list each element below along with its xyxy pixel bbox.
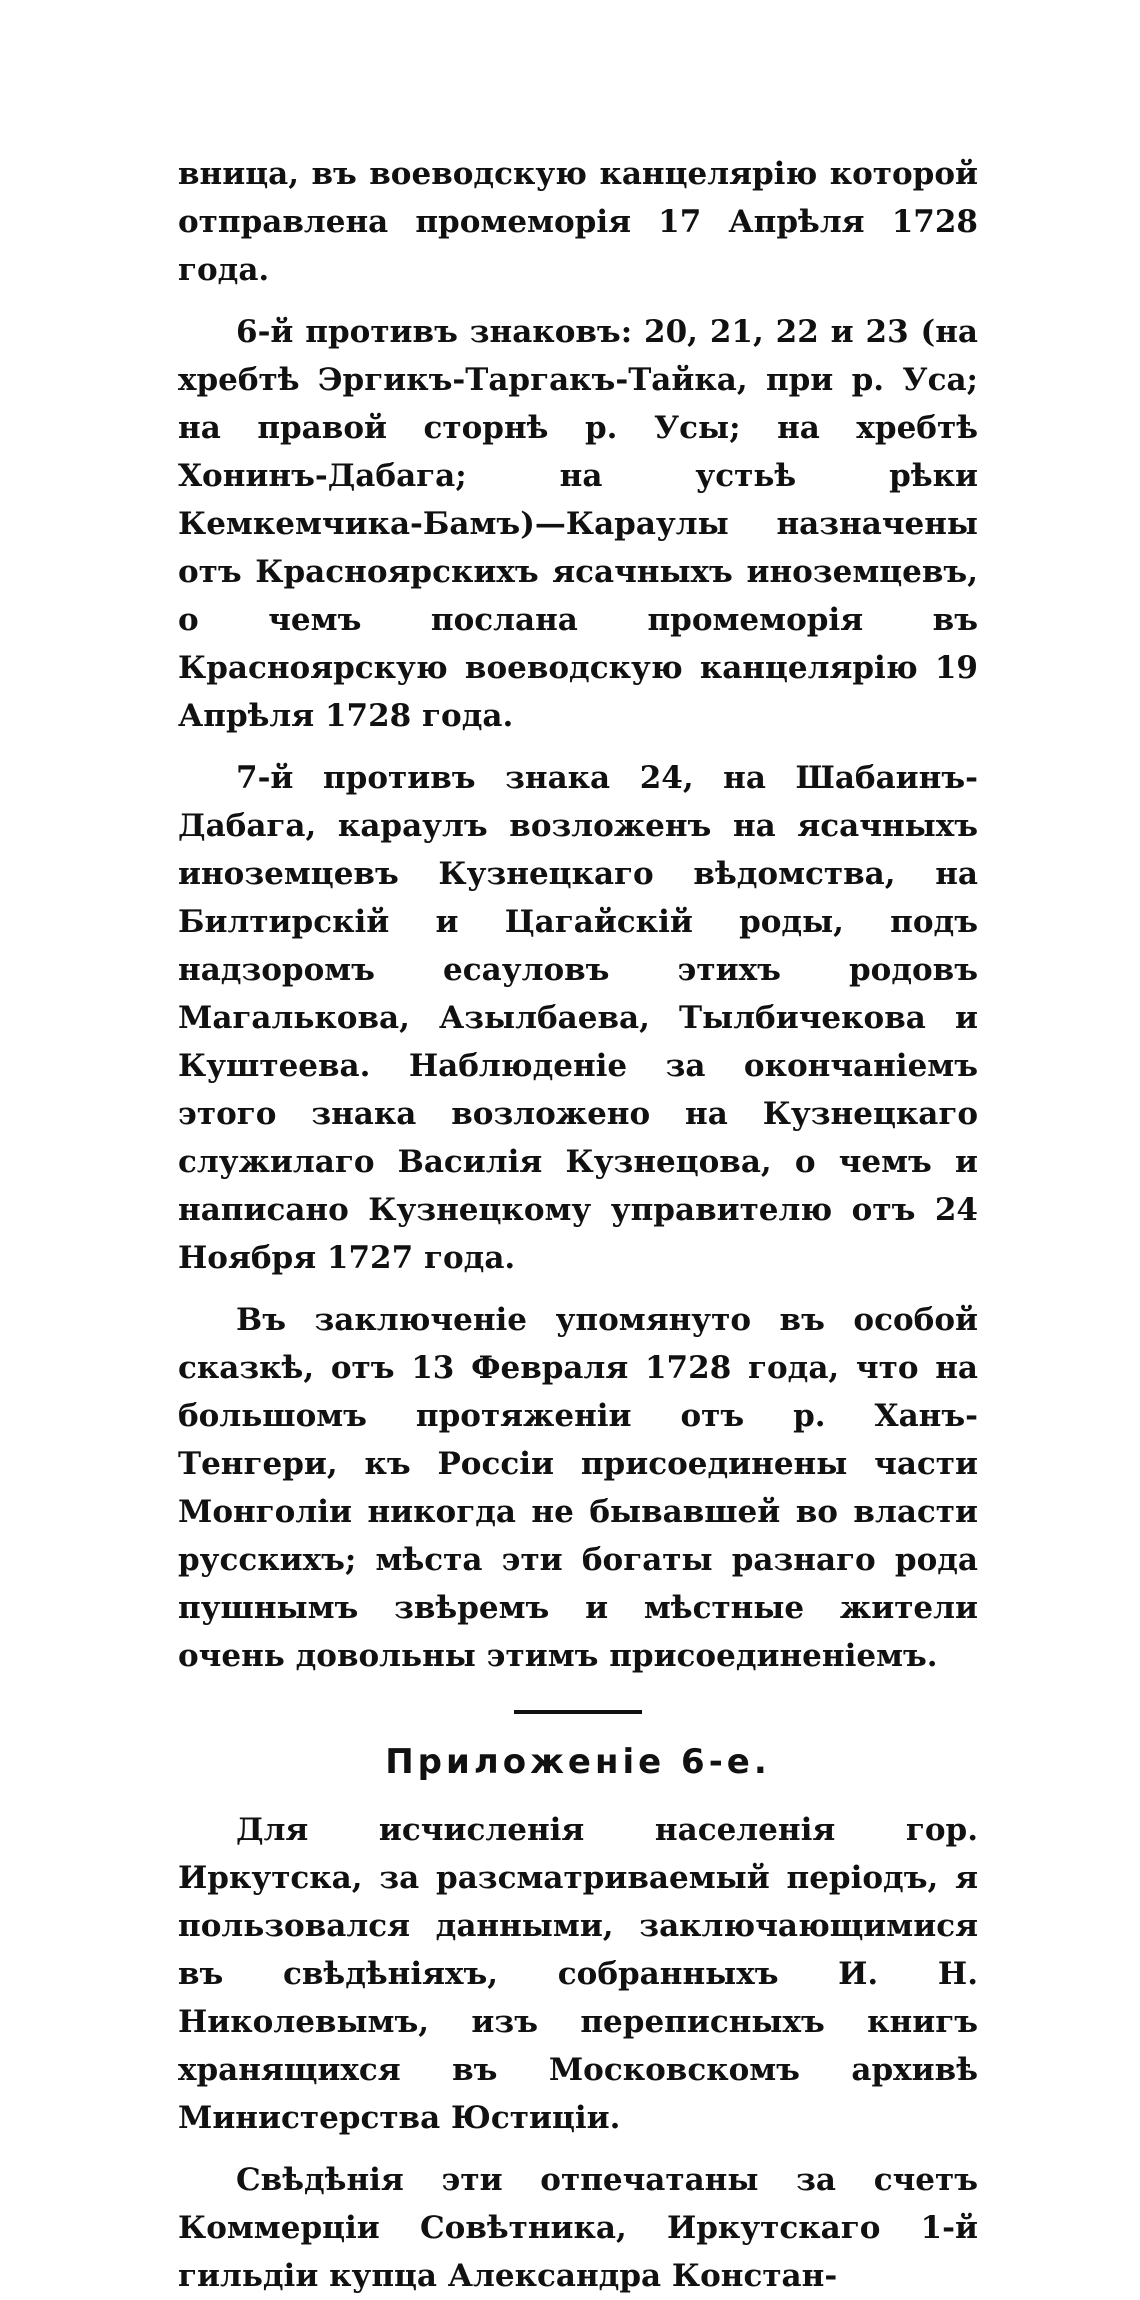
paragraph-1: вница, въ воеводскую канцелярію которой отправлена промеморія 17 Апрѣля 1728 года. [178, 156, 978, 288]
paragraph-2: 6-й противъ знаковъ: 20, 21, 22 и 23 (на хребтѣ Эргикъ-Таргакъ-Тайка, при р. Уса; на правой сторнѣ р. Усы; на хребтѣ Хонинъ-Дабага; на устьѣ рѣки Кемкемчика-Бамъ)—Караулы назначены отъ Красноярскихъ ясачныхъ иноземцевъ, о чемъ послана промеморія въ Красноярскую воеводскую канцелярію 19 Апрѣля 1728 года. [178, 314, 978, 734]
paragraph-4: Въ заключеніе упомянуто въ особой сказкѣ, отъ 13 Февраля 1728 года, что на большомъ протяженіи отъ р. Ханъ-Тенгери, къ Россіи присоединены части Монголіи никогда не бывавшей во власти русскихъ; мѣста эти богаты разнаго рода пушнымъ звѣремъ и мѣстные жители очень довольны этимъ присоединеніемъ. [178, 1302, 978, 1674]
paragraph-5: Для исчисленія населенія гор. Иркутска, за разсматриваемый періодъ, я пользовался данными, заключающимися въ свѣдѣніяхъ, собранныхъ И. Н. Николевымъ, изъ переписныхъ книгъ хранящихся въ Московскомъ архивѣ Министерства Юстиціи. [178, 1812, 978, 2136]
document-page [178, 150, 978, 2300]
section-divider [514, 1710, 642, 1714]
paragraph-6: Свѣдѣнія эти отпечатаны за счетъ Коммерціи Совѣтника, Иркутскаго 1-й гильдіи купца Александра Констан- [178, 2162, 978, 2294]
appendix-heading: Приложеніе 6-е. [385, 1742, 771, 1782]
paragraph-3: 7-й противъ знака 24, на Шабаинъ-Дабага, караулъ возложенъ на ясачныхъ иноземцевъ Кузнецкаго вѣдомства, на Билтирскій и Цагайскій роды, подъ надзоромъ есауловъ этихъ родовъ Магалькова, Азылбаева, Тылбичекова и Куштеева. Наблюденіе за окончаніемъ этого знака возложено на Кузнецкаго служилаго Василія Кузнецова, о чемъ и написано Кузнецкому управителю отъ 24 Ноября 1727 года. [178, 760, 978, 1276]
